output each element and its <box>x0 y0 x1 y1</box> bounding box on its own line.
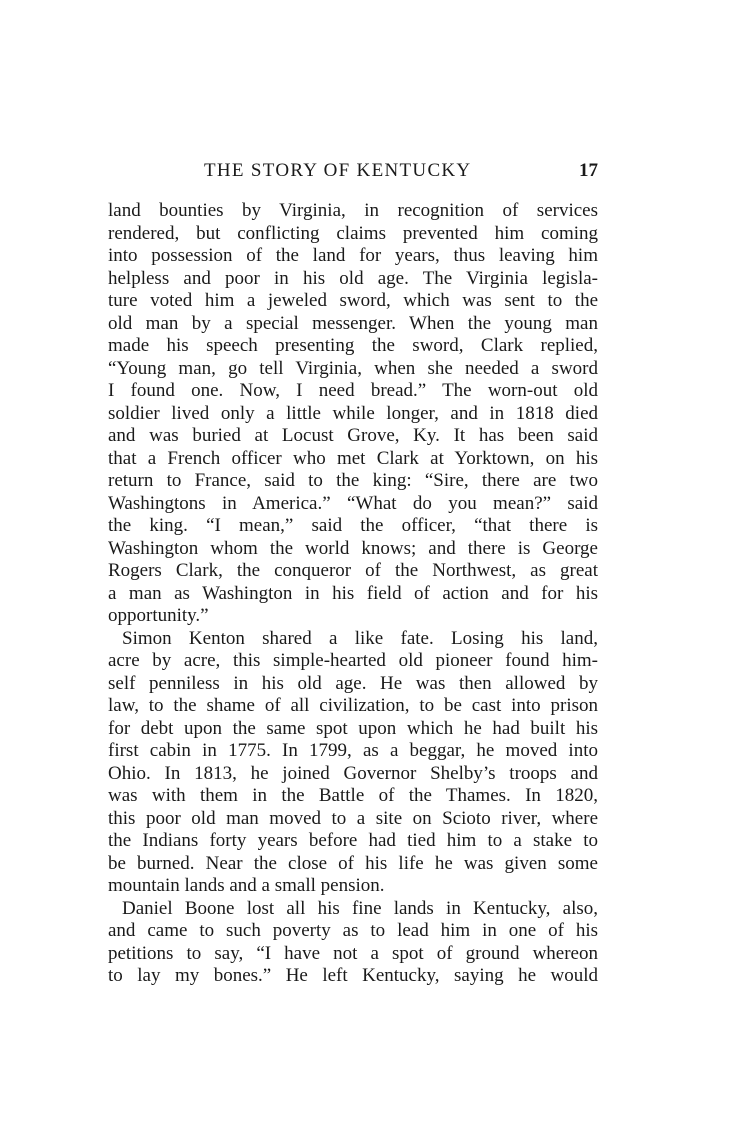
text-line: that a French officer who met Clark at Yorktown, on his <box>108 447 598 469</box>
text-line: the king. “I mean,” said the officer, “that there is <box>108 515 598 536</box>
text-line: Washington whom the world knows; and there is George <box>108 537 598 559</box>
text-line: for debt upon the same spot upon which he had built his <box>108 717 598 739</box>
text-line: first cabin in 1775. In 1799, as a beggar, he moved into <box>108 740 598 761</box>
body-text <box>108 200 598 988</box>
text-line: made his speech presenting the sword, Clark replied, <box>108 335 598 356</box>
text-line: be burned. Near the close of his life he was given some <box>108 852 598 874</box>
text-line: opportunity.” <box>108 605 209 626</box>
text-line: ture voted him a jeweled sword, which was sent to the <box>108 290 598 311</box>
text-line: law, to the shame of all civilization, to be cast into prison <box>108 695 598 716</box>
text-line: soldier lived only a little while longer, and in 1818 died <box>108 402 598 424</box>
text-line: Simon Kenton shared a like fate. Losing his land, <box>122 627 598 649</box>
text-line: rendered, but conflicting claims prevented him coming <box>108 222 598 244</box>
text-line: a man as Washington in his field of action and for his <box>108 582 598 604</box>
text-line: return to France, said to the king: “Sire, there are two <box>108 470 598 491</box>
running-head-title: THE STORY OF KENTUCKY <box>204 160 472 181</box>
text-line: Ohio. In 1813, he joined Governor Shelby’s troops and <box>108 762 598 784</box>
text-line: old man by a special messenger. When the young man <box>108 312 598 334</box>
page-number: 17 <box>579 160 598 181</box>
text-line: “Young man, go tell Virginia, when she needed a sword <box>108 357 598 379</box>
text-line: into possession of the land for years, thus leaving him <box>108 245 598 266</box>
text-line: I found one. Now, I need bread.” The worn-out old <box>108 380 598 401</box>
text-line: the Indians forty years before had tied him to a stake to <box>108 830 598 851</box>
text-line: acre by acre, this simple-hearted old pioneer found him- <box>108 650 598 671</box>
text-line: and came to such poverty as to lead him in one of his <box>108 920 598 941</box>
text-line: land bounties by Virginia, in recognition of services <box>108 200 598 221</box>
text-line: to lay my bones.” He left Kentucky, saying he would <box>108 965 598 986</box>
text-line: Rogers Clark, the conqueror of the Northwest, as great <box>108 560 598 581</box>
running-head <box>108 160 598 186</box>
text-line: Washingtons in America.” “What do you mean?” said <box>108 492 598 514</box>
text-line: and was buried at Locust Grove, Ky. It has been said <box>108 425 598 446</box>
text-line: this poor old man moved to a site on Scioto river, where <box>108 807 598 829</box>
text-line: helpless and poor in his old age. The Virginia legisla- <box>108 267 598 289</box>
text-line: petitions to say, “I have not a spot of ground whereon <box>108 942 598 964</box>
text-line: Daniel Boone lost all his fine lands in Kentucky, also, <box>122 897 598 919</box>
text-line: self penniless in his old age. He was then allowed by <box>108 672 598 694</box>
text-line: was with them in the Battle of the Thames. In 1820, <box>108 785 598 806</box>
text-line: mountain lands and a small pension. <box>108 875 385 896</box>
